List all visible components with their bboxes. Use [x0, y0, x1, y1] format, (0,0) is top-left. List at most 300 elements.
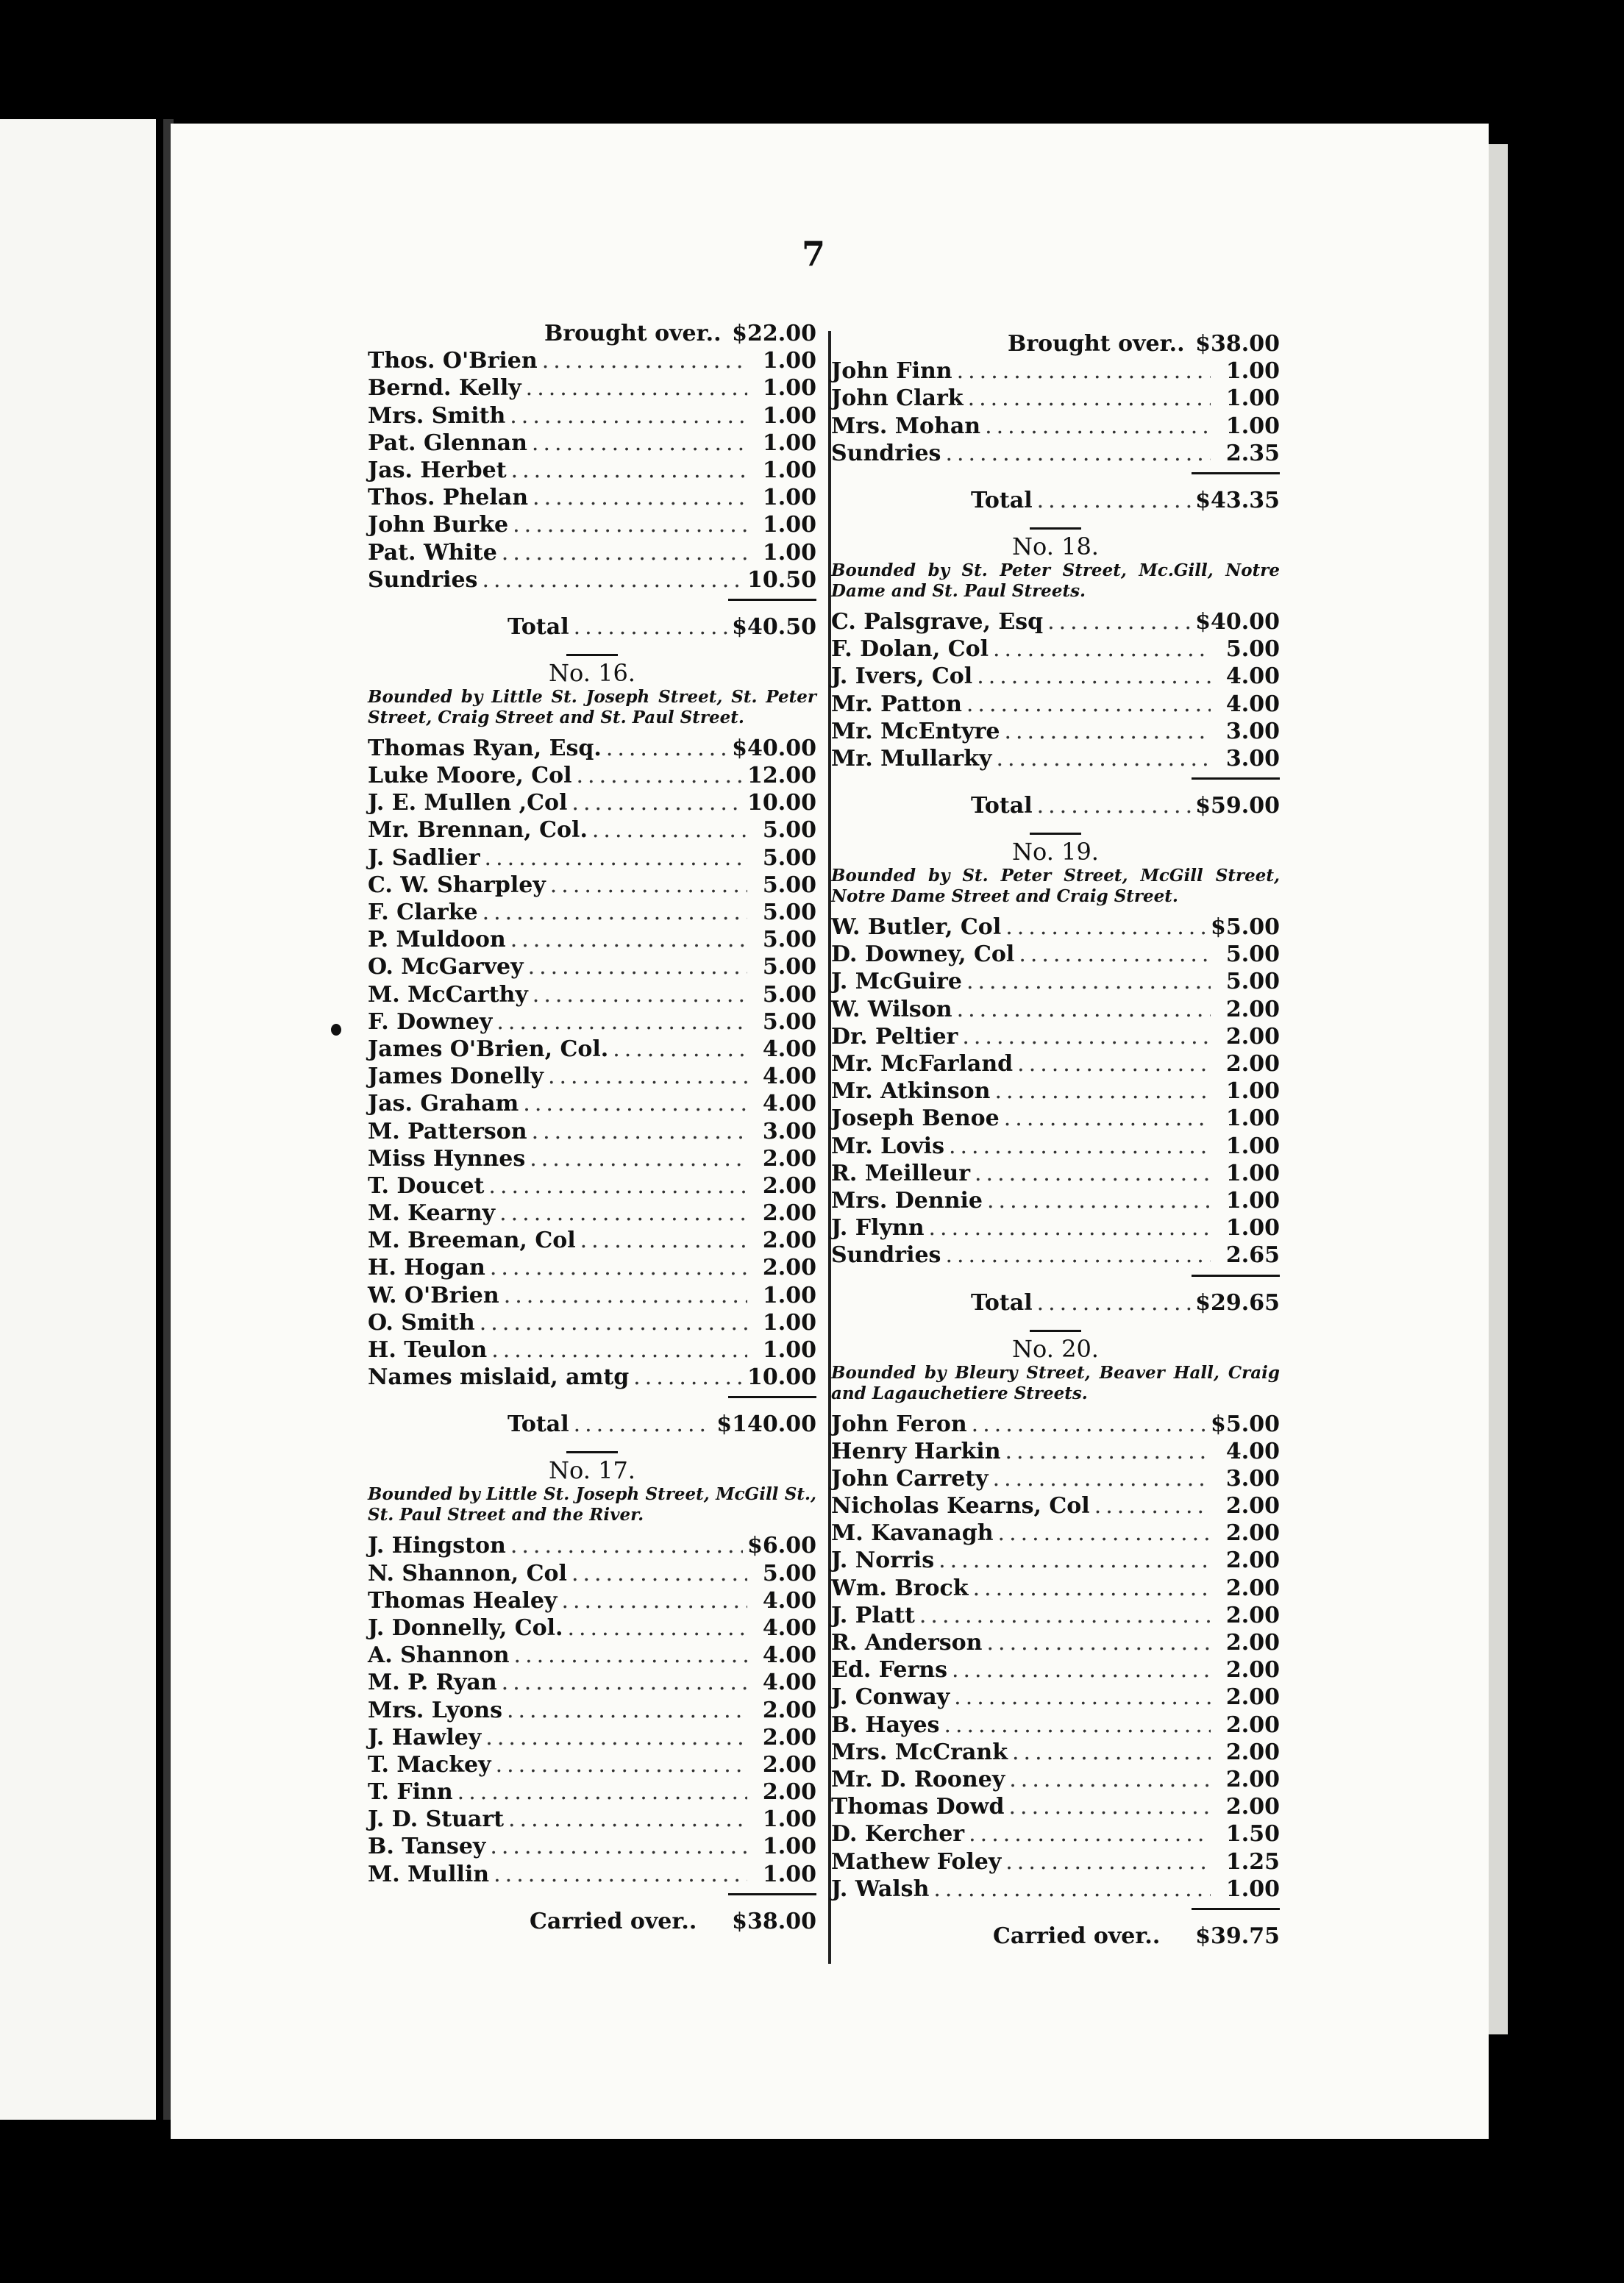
contribution-amount: 1.00	[762, 457, 816, 483]
ledger-row	[368, 1200, 816, 1228]
dot-leader	[944, 1712, 1211, 1738]
ledger-row	[368, 1670, 816, 1697]
dot-leader	[962, 1024, 1211, 1050]
dot-leader	[1009, 1767, 1211, 1792]
ledger-row	[368, 403, 816, 430]
total-row	[368, 614, 816, 647]
contribution-amount: 2.00	[1225, 1493, 1280, 1520]
ledger-row	[831, 1051, 1280, 1078]
sum-rule	[1192, 472, 1280, 474]
contribution-amount: 5.00	[1225, 969, 1280, 995]
ledger-row	[368, 348, 816, 375]
ledger-row	[831, 969, 1280, 996]
contributor-name: Sundries	[368, 566, 478, 593]
contribution-amount: 5.00	[1225, 941, 1280, 968]
contributor-name: Ed. Ferns	[831, 1657, 947, 1684]
contribution-amount: 2.65	[1225, 1242, 1280, 1269]
dot-leader	[510, 403, 747, 429]
contributor-name: J. D. Stuart	[368, 1806, 505, 1833]
dot-leader	[499, 1200, 747, 1226]
contributor-name: Thos. Phelan	[368, 485, 529, 511]
dot-leader	[482, 567, 743, 593]
dot-leader	[502, 540, 747, 566]
dot-leader	[485, 1725, 747, 1750]
ledger-row	[368, 1009, 816, 1036]
contributor-name: Mrs. Lyons	[368, 1697, 502, 1723]
ledger-row	[831, 413, 1280, 441]
ledger-row	[368, 1091, 816, 1118]
contributor-name: Sundries	[831, 1242, 941, 1269]
contribution-amount: 1.00	[762, 375, 816, 402]
contribution-amount: 1.00	[762, 539, 816, 566]
contribution-amount: 1.00	[1225, 358, 1280, 385]
dot-leader	[592, 817, 747, 843]
ledger-row	[368, 1228, 816, 1255]
section-title: No. 18.	[1012, 532, 1099, 560]
entry-list	[831, 1411, 1280, 1903]
dot-leader	[1009, 1794, 1211, 1820]
total-amount: $140.00	[716, 1411, 816, 1438]
contributor-name: Mr. D. Rooney	[831, 1766, 1005, 1792]
contribution-amount: 10.00	[747, 1364, 816, 1391]
contribution-amount: 4.00	[762, 1614, 816, 1641]
contributor-name: Miss Hynnes	[368, 1145, 526, 1172]
contributor-name: Henry Harkin	[831, 1438, 1001, 1464]
contributor-name: B. Hayes	[831, 1712, 940, 1738]
contribution-amount: 2.00	[762, 1779, 816, 1806]
ledger-row	[368, 1533, 816, 1560]
carried-over-label: Carried over..	[993, 1923, 1161, 1949]
contribution-amount: 3.00	[762, 1118, 816, 1144]
ledger-row	[831, 1133, 1280, 1161]
carried-over-row	[368, 1909, 816, 1941]
ledger-row	[368, 927, 816, 954]
entry-list	[831, 358, 1280, 468]
contribution-amount: $6.00	[747, 1533, 816, 1559]
contributor-name: M. Patterson	[368, 1118, 527, 1144]
contribution-amount: 10.50	[747, 566, 816, 593]
total-amount: $29.65	[1195, 1289, 1280, 1316]
dot-leader	[919, 1603, 1211, 1628]
dot-leader	[633, 1364, 743, 1390]
contributor-name: Jas. Herbet	[368, 457, 507, 483]
contributor-name: James Donelly	[368, 1064, 544, 1090]
dot-leader	[1005, 1439, 1211, 1464]
ledger-row	[831, 1520, 1280, 1547]
contribution-amount: 4.00	[762, 1642, 816, 1669]
contributor-name: John Feron	[831, 1411, 967, 1437]
contributor-name: W. Butler, Col	[831, 914, 1002, 941]
section-bounds: Bounded by Little St. Joseph Street, St. Peter Street, Craig Street and St. Paul Street.	[368, 686, 816, 727]
contribution-amount: 2.00	[1225, 1602, 1280, 1628]
contributor-name: Mr. Patton	[831, 691, 962, 717]
previous-page-edge	[0, 119, 156, 2120]
contribution-amount: 5.00	[762, 981, 816, 1008]
contribution-amount: 2.00	[1225, 1575, 1280, 1601]
dot-leader	[998, 1520, 1211, 1546]
contributor-name: Sundries	[831, 440, 941, 466]
ledger-row	[831, 1712, 1280, 1739]
contribution-amount: 3.00	[1225, 1465, 1280, 1492]
contributor-name: Mathew Foley	[831, 1848, 1002, 1875]
dot-leader	[508, 1806, 747, 1832]
contribution-amount: 4.00	[762, 1036, 816, 1062]
ledger-row	[368, 1698, 816, 1725]
total-row	[831, 793, 1280, 825]
section-title: No. 19.	[1012, 838, 1099, 866]
dot-leader	[496, 1009, 747, 1035]
entry-list	[368, 348, 816, 594]
ledger-row	[368, 540, 816, 567]
contributor-name: Mr. McEntyre	[831, 718, 1000, 744]
dot-leader	[969, 1821, 1211, 1847]
dot-leader	[513, 512, 747, 538]
ledger-row	[831, 1411, 1280, 1439]
dot-leader	[494, 1862, 747, 1887]
contribution-amount: 3.00	[1225, 718, 1280, 744]
dot-leader	[504, 1283, 747, 1308]
contribution-amount: 1.00	[762, 1861, 816, 1887]
entry-list	[831, 609, 1280, 773]
ledger-row	[831, 636, 1280, 663]
ledger-row	[368, 375, 816, 402]
dot-leader	[530, 1146, 747, 1172]
contributor-name: Pat. White	[368, 539, 497, 566]
dot-leader	[571, 790, 743, 816]
contribution-amount: 2.00	[1225, 1657, 1280, 1684]
contributor-name: Thomas Healey	[368, 1587, 558, 1614]
ledger-row	[368, 1337, 816, 1364]
ledger-row	[368, 1806, 816, 1834]
ledger-row	[831, 941, 1280, 969]
contribution-amount: 2.00	[762, 1697, 816, 1723]
contribution-amount: 2.00	[1225, 1520, 1280, 1547]
contributor-name: Mrs. Mohan	[831, 413, 981, 439]
ledger-row	[368, 457, 816, 485]
contributor-name: J. E. Mullen ,Col	[368, 790, 568, 816]
contributor-name: O. Smith	[368, 1309, 475, 1336]
dot-leader	[957, 997, 1211, 1022]
contributor-name: Mrs. McCrank	[831, 1739, 1008, 1765]
dot-leader	[550, 872, 747, 898]
contribution-amount: 4.00	[1225, 691, 1280, 717]
ledger-row	[831, 1161, 1280, 1188]
section-title: No. 16.	[549, 658, 635, 687]
dot-leader	[929, 1215, 1211, 1241]
ledger-row	[831, 1739, 1280, 1767]
contributor-name: F. Downey	[368, 1008, 493, 1035]
contributor-name: M. McCarthy	[368, 981, 528, 1008]
contributor-name: Thos. O'Brien	[368, 348, 538, 374]
ledger-row	[368, 900, 816, 927]
dot-leader	[528, 954, 747, 980]
contribution-amount: 1.00	[762, 485, 816, 511]
contributor-name: F. Clarke	[368, 900, 478, 925]
dot-leader	[949, 1133, 1211, 1159]
ledger-row	[368, 1036, 816, 1064]
contribution-amount: 1.00	[1225, 1876, 1280, 1902]
contribution-amount: 5.00	[762, 954, 816, 980]
sum-rule	[1192, 1275, 1280, 1277]
total-amount: $40.50	[732, 613, 816, 640]
contribution-amount: 2.00	[1225, 1684, 1280, 1711]
dot-leader	[514, 1642, 747, 1668]
dot-leader	[613, 1036, 747, 1062]
dot-leader	[993, 636, 1211, 662]
contributor-name: O. McGarvey	[368, 954, 524, 980]
ledger-row	[368, 982, 816, 1009]
contribution-amount: 1.00	[1225, 1187, 1280, 1214]
section-dash	[1030, 833, 1081, 835]
contributor-name: T. Mackey	[368, 1751, 491, 1778]
ledger-row	[831, 1821, 1280, 1848]
entry-list	[831, 914, 1280, 1269]
contributor-name: John Burke	[368, 512, 509, 538]
ledger-row	[368, 1862, 816, 1889]
section-header	[831, 1330, 1280, 1363]
contribution-amount: 1.00	[762, 430, 816, 456]
sum-rule	[1192, 777, 1280, 780]
contribution-amount: 5.00	[762, 872, 816, 898]
contributor-name: J. Norris	[831, 1547, 935, 1574]
carried-over-amount: $39.75	[1195, 1923, 1280, 1949]
contributor-name: J. Ivers, Col	[831, 663, 973, 690]
contributor-name: Mr. McFarland	[831, 1051, 1014, 1077]
ledger-row	[368, 1283, 816, 1310]
contributor-name: Pat. Glennan	[368, 430, 527, 456]
contribution-amount: 1.00	[1225, 385, 1280, 412]
contribution-amount: 4.00	[1225, 663, 1280, 690]
ledger-row	[831, 997, 1280, 1024]
contribution-amount: 2.00	[762, 1172, 816, 1199]
dot-leader	[945, 441, 1211, 466]
contribution-amount: 4.00	[762, 1064, 816, 1090]
ledger-row	[831, 691, 1280, 719]
contribution-amount: 3.00	[1225, 745, 1280, 772]
contribution-amount: 1.00	[762, 402, 816, 429]
sum-rule	[728, 599, 816, 601]
total-label: Total	[971, 793, 1033, 819]
ledger-row	[831, 1105, 1280, 1133]
contribution-amount: 2.00	[1225, 1739, 1280, 1765]
ledger-row	[368, 1310, 816, 1337]
right-column	[831, 331, 1280, 1956]
entry-list	[368, 1533, 816, 1888]
dot-leader	[957, 358, 1211, 384]
contribution-amount: 12.00	[747, 763, 816, 789]
contribution-amount: 1.00	[1225, 1160, 1280, 1186]
dot-leader	[1047, 609, 1191, 635]
dot-leader	[1037, 793, 1192, 819]
ledger-row	[831, 1242, 1280, 1269]
contributor-name: James O'Brien, Col.	[368, 1036, 609, 1062]
contribution-amount: 1.00	[1225, 1215, 1280, 1242]
contributor-name: A. Shannon	[368, 1642, 510, 1669]
dot-leader	[526, 375, 747, 401]
dot-leader	[542, 348, 747, 374]
contribution-amount: 1.00	[762, 512, 816, 538]
ledger-row	[368, 567, 816, 594]
contribution-amount: 2.00	[1225, 996, 1280, 1022]
ledger-row	[831, 1684, 1280, 1712]
dot-leader	[488, 1173, 747, 1199]
dot-leader	[977, 663, 1211, 689]
ledger-row	[831, 1603, 1280, 1630]
sum-rule	[728, 1396, 816, 1398]
contribution-amount: 2.00	[1225, 1712, 1280, 1738]
brought-over-label: Brought over..	[1008, 331, 1185, 357]
contributor-name: R. Meilleur	[831, 1160, 971, 1186]
contribution-amount: 5.00	[762, 900, 816, 925]
dot-leader	[510, 927, 747, 952]
contribution-amount: 4.00	[762, 1670, 816, 1696]
ledger-row	[831, 1657, 1280, 1684]
section-title: No. 20.	[1012, 1334, 1099, 1363]
section-bounds: Bounded by Bleury Street, Beaver Hall, Craig and Lagauchetiere Streets.	[831, 1362, 1280, 1403]
dot-leader	[1004, 1105, 1211, 1131]
ledger-row	[368, 1615, 816, 1642]
total-label: Total	[971, 487, 1033, 513]
contributor-name: Mrs. Smith	[368, 402, 506, 429]
dot-leader	[577, 763, 744, 788]
contribution-amount: 5.00	[1225, 636, 1280, 663]
dot-leader	[966, 969, 1211, 994]
dot-leader	[1012, 1739, 1211, 1765]
contributor-name: J. Flynn	[831, 1215, 925, 1242]
ledger-row	[368, 1064, 816, 1091]
ledger-row	[831, 441, 1280, 468]
section-dash	[566, 1451, 618, 1453]
dot-leader	[480, 1310, 747, 1336]
dot-leader	[533, 485, 747, 510]
contribution-amount: 5.00	[762, 1560, 816, 1586]
dot-leader	[533, 982, 747, 1008]
contributor-name: J. Sadlier	[368, 844, 480, 871]
ledger-row	[831, 914, 1280, 941]
contributor-name: Mrs. Dennie	[831, 1187, 983, 1214]
dot-leader	[485, 845, 747, 871]
ledger-row	[368, 1146, 816, 1173]
ledger-row	[368, 1588, 816, 1615]
dot-leader	[523, 1091, 747, 1116]
dot-leader	[994, 1078, 1211, 1104]
contribution-amount: 2.00	[762, 1145, 816, 1172]
sum-rule	[1192, 1908, 1280, 1910]
contribution-amount: 1.25	[1225, 1848, 1280, 1875]
dot-leader	[490, 1834, 747, 1859]
dot-leader	[571, 1561, 747, 1586]
contributor-name: Names mislaid, amtg	[368, 1364, 630, 1391]
dot-leader	[574, 614, 728, 640]
contributor-name: H. Hogan	[368, 1255, 485, 1281]
contributor-name: Dr. Peltier	[831, 1023, 958, 1050]
ledger-row	[368, 1173, 816, 1200]
section-bounds: Bounded by Little St. Joseph Street, McGill St., St. Paul Street and the River.	[368, 1484, 816, 1525]
section-bounds: Bounded by St. Peter Street, Mc.Gill, Notre Dame and St. Paul Streets.	[831, 560, 1280, 601]
contribution-amount: 1.00	[1225, 1105, 1280, 1132]
contribution-amount: $5.00	[1211, 1411, 1280, 1437]
contribution-amount: 1.00	[762, 1834, 816, 1860]
contribution-amount: 2.00	[1225, 1051, 1280, 1077]
ledger-row	[831, 1078, 1280, 1105]
dot-leader	[548, 1064, 747, 1089]
dot-leader	[482, 900, 747, 925]
contribution-amount: 2.00	[762, 1228, 816, 1254]
total-row	[831, 1290, 1280, 1322]
ledger-row	[368, 954, 816, 981]
dot-leader	[606, 736, 727, 761]
dot-leader	[966, 691, 1211, 717]
dot-leader	[1005, 914, 1206, 940]
ledger-row	[368, 485, 816, 512]
contributor-name: D. Downey, Col	[831, 941, 1015, 968]
ledger-row	[368, 845, 816, 872]
ink-spot	[331, 1024, 341, 1036]
ledger-row	[368, 1725, 816, 1752]
dot-leader	[567, 1615, 747, 1641]
dot-leader	[496, 1752, 747, 1778]
dot-leader	[532, 430, 747, 456]
dot-leader	[975, 1161, 1211, 1186]
ledger-row	[831, 1794, 1280, 1821]
ledger-row	[831, 1547, 1280, 1575]
contribution-amount: 2.00	[1225, 1023, 1280, 1050]
ledger-row	[831, 663, 1280, 691]
contributor-name: Jas. Graham	[368, 1091, 519, 1117]
contribution-amount: $40.00	[732, 735, 816, 761]
dot-leader	[561, 1588, 747, 1614]
dot-leader	[939, 1547, 1211, 1573]
total-label: Total	[508, 613, 569, 640]
ledger-row	[831, 1876, 1280, 1903]
entry-list	[368, 736, 816, 1392]
ledger-row	[368, 763, 816, 790]
contribution-amount: 5.00	[762, 927, 816, 953]
contributor-name: Mr. Brennan, Col.	[368, 817, 588, 844]
dot-leader	[973, 1575, 1211, 1601]
ledger-row	[831, 1493, 1280, 1520]
contributor-name: John Carrety	[831, 1465, 989, 1492]
ledger-row	[368, 1119, 816, 1146]
dot-leader	[1037, 1290, 1192, 1316]
contributor-name: John Finn	[831, 358, 952, 385]
ledger-row	[831, 1849, 1280, 1876]
carried-over-amount: $38.00	[732, 1908, 816, 1934]
contribution-amount: 2.00	[1225, 1766, 1280, 1792]
contributor-name: Mr. Lovis	[831, 1133, 944, 1159]
ledger-row	[831, 358, 1280, 385]
dot-leader	[510, 1533, 743, 1559]
contributor-name: J. Platt	[831, 1602, 915, 1628]
contribution-amount: 5.00	[762, 817, 816, 844]
contributor-name: T. Doucet	[368, 1172, 485, 1199]
ledger-row	[368, 1364, 816, 1392]
contributor-name: M. P. Ryan	[368, 1670, 497, 1696]
total-amount: $43.35	[1195, 487, 1280, 513]
contributor-name: Mr. Atkinson	[831, 1078, 991, 1105]
contribution-amount: 1.00	[1225, 1078, 1280, 1105]
dot-leader	[491, 1337, 747, 1363]
contribution-amount: 2.00	[762, 1724, 816, 1750]
contribution-amount: 2.00	[1225, 1547, 1280, 1574]
ledger-row	[368, 1255, 816, 1282]
page-stack-edge	[1489, 144, 1508, 2034]
contributor-name: J. Conway	[831, 1684, 950, 1711]
brought-over-row	[831, 331, 1280, 358]
dot-leader	[945, 1242, 1211, 1268]
contribution-amount: 1.00	[1225, 413, 1280, 439]
contributor-name: M. Breeman, Col	[368, 1228, 576, 1254]
